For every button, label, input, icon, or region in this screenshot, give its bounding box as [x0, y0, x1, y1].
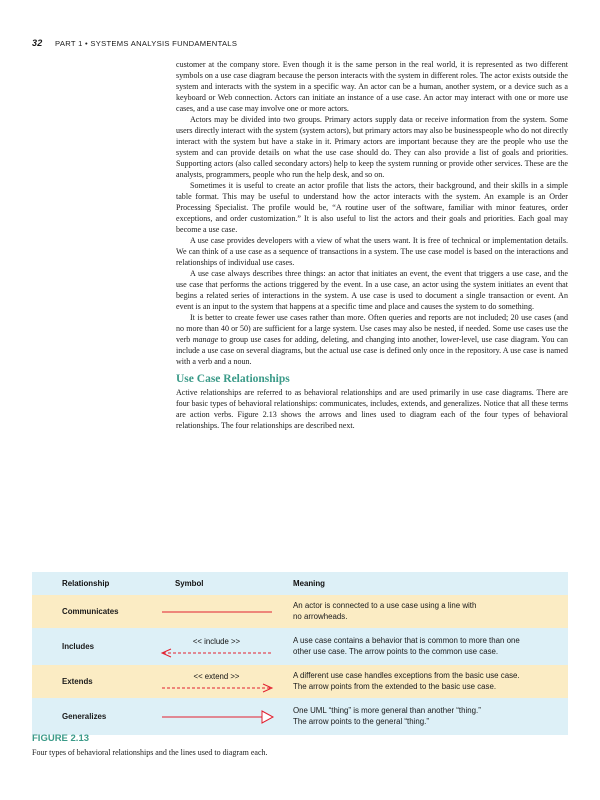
symbol-cell — [151, 665, 282, 698]
header-symbol: Symbol — [175, 579, 204, 588]
meaning-line: no arrowheads. — [293, 611, 348, 621]
table-row — [32, 595, 568, 628]
header-relationship: Relationship — [62, 579, 110, 588]
paragraph: A use case provides developers with a view of what the users want. It is free of technical or implementation details. We can think of a use case as a sequence of transactions in a system. The use case model is based on the interactions and relationships of individual use cases. — [176, 236, 568, 267]
relationship-name: Extends — [32, 665, 151, 698]
page-number: 32 — [32, 38, 43, 48]
figure-description: Four types of behavioral relationships and the lines used to diagram each. — [32, 748, 268, 757]
page-header — [32, 38, 237, 48]
generalize-arrow-symbol — [158, 704, 276, 730]
paragraph: Sometimes it is useful to create an actor profile that lists the actors, their background, and their skills in a simple table format. This may be useful to understand how the actor interacts with the system. An example is an Order Processing Specialist. The profile would be, “A routine user of the software, familiar with minor features, order exceptions, and order customization.” It is also useful to list the actors and their goals and priorities. Each goal may become a use case. — [176, 181, 568, 234]
meaning-line: An actor is connected to a use case using a line with — [293, 601, 477, 610]
relationship-name: Includes — [62, 642, 95, 651]
extend-arrow-symbol — [158, 669, 276, 695]
meaning-line: other use case. The arrow points to the common use case. — [293, 646, 499, 656]
table-row — [32, 665, 568, 698]
meaning-cell — [282, 700, 568, 733]
meaning-line: A use case contains a behavior that is common to more than one — [293, 636, 520, 645]
symbol-cell — [151, 630, 282, 663]
relationship-name: Generalizes — [62, 712, 107, 721]
paragraph — [176, 312, 568, 367]
table-row — [32, 630, 568, 663]
paragraph: Actors may be divided into two groups. Primary actors supply data or receive information from the system. Some users directly interact with the system (system actors), but primary actors may also be businesspeople who do not directly interact with the system but have a stake in it. Primary actors are important because they are the people who use the system and can provide details on what the use case should do. They can also provide a list of goals and priorities. Supporting actors (also called secondary actors) help to keep the system running or provide other services. These are the analysts, programmers, people who run the help desk, and so on. — [176, 115, 568, 179]
body-text — [176, 59, 568, 431]
meaning-line: A different use case handles exceptions from the basic use case. — [293, 671, 520, 680]
paragraph-text: to group use cases for adding, deleting, and changing into another, lower-level, use case diagram. You can include a use case on several diagrams, but the actual use case is defined only once in the repository. A use case is named with a verb and a noun. — [176, 335, 568, 366]
meaning-line: The arrow points from the extended to the basic use case. — [293, 681, 497, 691]
table-row — [32, 700, 568, 733]
meaning-line: The arrow points to the general “thing.” — [293, 716, 429, 726]
relationship-table — [32, 572, 568, 735]
extend-label: << extend >> — [193, 671, 240, 681]
communicates-line-symbol — [158, 599, 276, 625]
meaning-line: One UML “thing” is more general than another “thing.” — [293, 706, 481, 715]
figure-2-13 — [32, 572, 568, 735]
meaning-cell — [282, 665, 568, 698]
table-header-row — [32, 572, 568, 595]
paragraph: customer at the company store. Even though it is the same person in the real world, it is represented as two different symbols on a use case diagram because the person interacts with the system in different roles. The actor exists outside the system and interacts with the system in a specific way. An actor can be a human, another system, or a device such as a keyboard or Web connection. Actors can initiate an instance of a use case. An actor may interact with one or more use cases, and a use case may involve one or more actors. — [176, 60, 568, 113]
include-arrow-symbol — [158, 634, 276, 660]
emphasis-word: manage — [192, 335, 219, 344]
include-label: << include >> — [192, 636, 241, 646]
relationship-name: Communicates — [32, 595, 151, 628]
meaning-cell — [282, 595, 568, 628]
symbol-cell — [151, 595, 282, 628]
figure-caption: FIGURE 2.13 — [32, 733, 90, 744]
paragraph-text: It is better to create fewer use cases rather than more. Often queries and reports are not included; 20 use cases (and no more than 40 or 50) are sufficient for a large system. Use cases may also be nested, if needed. Some use cases use the verb — [176, 313, 568, 344]
paragraph: A use case always describes three things: an actor that initiates an event, the event that triggers a use case, and the use case that performs the actions triggered by the event. In a use case, an actor using the system initiates an event that begins a related series of interactions in the system. A use case is used to document a single transaction or event. An event is an input to the system that happens at a specific time and place and causes the system to do something. — [176, 269, 568, 311]
symbol-cell — [151, 700, 282, 733]
meaning-cell — [282, 630, 568, 663]
part-label: PART 1 • SYSTEMS ANALYSIS FUNDAMENTALS — [55, 39, 238, 48]
section-heading: Use Case Relationships — [176, 373, 290, 385]
header-meaning: Meaning — [293, 579, 326, 588]
paragraph: Active relationships are referred to as behavioral relationships and are used primarily in use case diagrams. There are four basic types of behavioral relationships: communicates, includes, extends, and generalizes. Notice that all these terms are action verbs. Figure 2.13 shows the arrows and lines used to diagram each of the four types of behavioral relationships. The four relationships are described next. — [176, 388, 568, 430]
